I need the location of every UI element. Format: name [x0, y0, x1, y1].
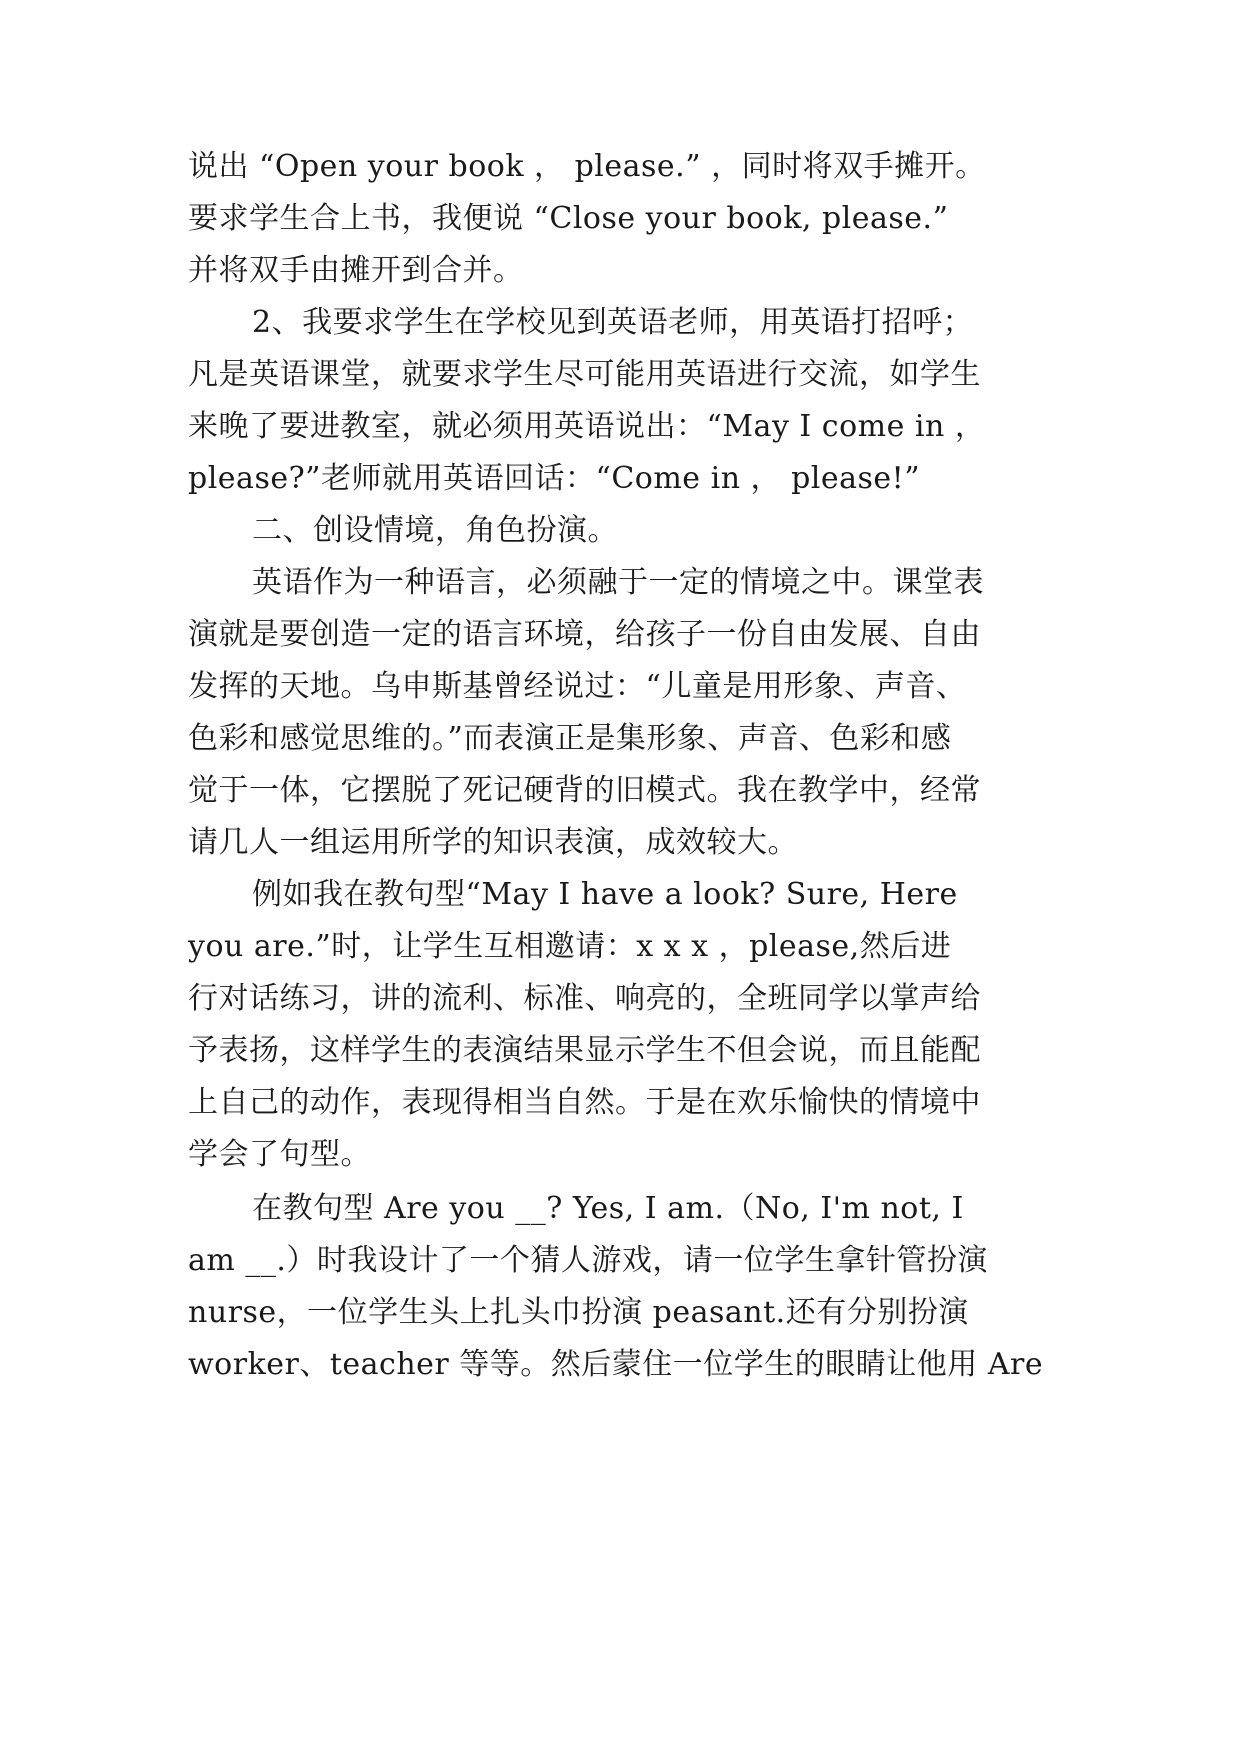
paragraph-line: 觉于一体，它摆脱了死记硬背的旧模式。我在教学中，经常 — [188, 773, 981, 808]
paragraph-line: 例如我在教句型“May I have a look? Sure, Here — [252, 877, 958, 912]
paragraph-line: 英语作为一种语言，必须融于一定的情境之中。课堂表 — [252, 565, 984, 600]
paragraph-line: 上自己的动作，表现得相当自然。于是在欢乐愉快的情境中 — [188, 1085, 981, 1120]
section-heading: 二、创设情境，角色扮演。 — [252, 513, 618, 548]
paragraph-line: 予表扬，这样学生的表演结果显示学生不但会说，而且能配 — [188, 1033, 981, 1068]
paragraph-line: 请几人一组运用所学的知识表演，成效较大。 — [188, 825, 798, 860]
paragraph-line: please?”老师就用英语回话：“Come in ， please!” — [188, 461, 921, 496]
paragraph-line: 来晚了要进教室，就必须用英语说出：“May I come in ， — [188, 409, 986, 444]
paragraph-line: 要求学生合上书，我便说 “Close your book, please.” — [188, 201, 949, 236]
paragraph-line: 在教句型 Are you __? Yes, I am.（No, I'm not, I — [252, 1191, 964, 1226]
paragraph-line: nurse，一位学生头上扎头巾扮演 peasant.还有分别扮演 — [188, 1295, 969, 1330]
paragraph-line: 色彩和感觉思维的。”而表演正是集形象、声音、色彩和感 — [188, 721, 952, 756]
paragraph-line: 学会了句型。 — [188, 1137, 371, 1172]
paragraph-line: 凡是英语课堂，就要求学生尽可能用英语进行交流，如学生 — [188, 357, 981, 392]
paragraph-line: 行对话练习，讲的流利、标准、响亮的，全班同学以掌声给 — [188, 981, 981, 1016]
paragraph-line: 2、我要求学生在学校见到英语老师，用英语打招呼； — [252, 305, 974, 340]
paragraph-line: 演就是要创造一定的语言环境，给孩子一份自由发展、自由 — [188, 617, 981, 652]
paragraph-line: 发挥的天地。乌申斯基曾经说过：“儿童是用形象、声音、 — [188, 669, 967, 704]
paragraph-line: worker、teacher 等等。然后蒙住一位学生的眼睛让他用 Are — [188, 1347, 1044, 1382]
paragraph-line: am __.）时我设计了一个猜人游戏，请一位学生拿针管扮演 — [188, 1243, 988, 1278]
paragraph-line: 并将双手由摊开到合并。 — [188, 253, 524, 288]
paragraph-line: 说出 “Open your book ， please.” ，同时将双手摊开。 — [188, 149, 986, 184]
paragraph-line: you are.”时，让学生互相邀请：x x x ，please,然后进 — [188, 929, 952, 964]
